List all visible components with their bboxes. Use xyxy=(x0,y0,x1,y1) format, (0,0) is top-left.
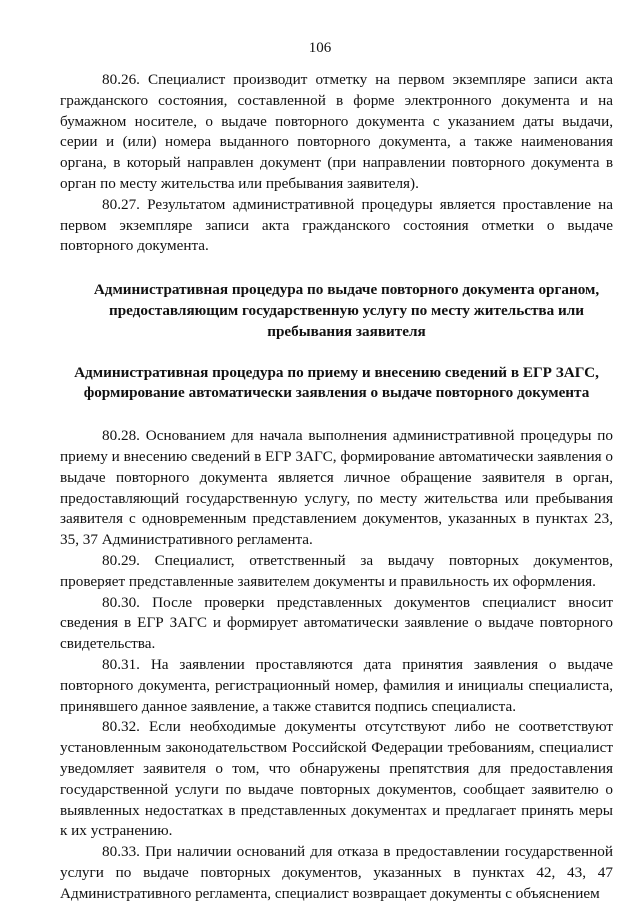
section-heading-issuance-by-residence: Административная процедура по выдаче повторного документа органом, предоставляющим государственную услугу по месту жительства или пребывания заявителя xyxy=(93,281,600,340)
paragraph-80-26: 80.26. Специалист производит отметку на первом экземпляре записи акта гражданского состояния, составленной в форме электронного документа и на бумажном носителе, о выдаче повторного документа с указанием даты выдачи, серии и (или) номера выданного повторного документа, а также наименования органа, в который направлен документ (при направлении повторного документа в орган по месту жительства или пребывания заявителя). xyxy=(60,71,613,192)
paragraph-80-30: 80.30. После проверки представленных документов специалист вносит сведения в ЕГР ЗАГС и формирует автоматически заявление о выдаче повторного свидетельства. xyxy=(60,593,613,653)
page-content xyxy=(60,70,613,904)
paragraph-80-32: 80.32. Если необходимые документы отсутствуют либо не соответствуют установленным законодательством Российской Федерации требованиям, специалист уведомляет заявителя о том, что обнаружены препятствия для предоставления государственной услуги по выдаче повторных документов, сообщает заявителю о выявленных недостатках в представленных документах и предлагает принять меры к их устранению. xyxy=(60,718,613,840)
paragraph-80-29: 80.29. Специалист, ответственный за выдачу повторных документов, проверяет представленные заявителем документы и правильность их оформления. xyxy=(60,551,613,590)
section-heading-reception-and-entry: Административная процедура по приему и внесению сведений в ЕГР ЗАГС, формирование автоматически заявления о выдаче повторного документа xyxy=(74,363,599,402)
paragraph-80-28: 80.28. Основанием для начала выполнения административной процедуры по приему и внесению сведений в ЕГР ЗАГС, формирование автоматически заявления о выдаче повторного документа является личное обращение заявителя в орган, предоставляющий государственную услугу, по месту жительства или пребывания заявителя с одновременным представлением документов, указанных в пунктах 23, 35, 37 Административного регламента. xyxy=(60,427,613,549)
paragraph-80-31: 80.31. На заявлении проставляются дата принятия заявления о выдаче повторного документа, регистрационный номер, фамилия и инициалы специалиста, принявшего данное заявление, а также ставится подпись специалиста. xyxy=(60,655,613,715)
paragraph-80-27: 80.27. Результатом административной процедуры является проставление на первом экземпляре записи акта гражданского состояния отметки о выдаче повторного документа. xyxy=(60,195,613,255)
paragraph-80-33: 80.33. При наличии оснований для отказа в предоставлении государственной услуги по выдаче повторных документов, указанных в пунктах 42, 43, 47 Административного регламента, специалист возвращает документы с объяснением xyxy=(60,843,613,902)
page-number: 106 xyxy=(308,40,332,56)
